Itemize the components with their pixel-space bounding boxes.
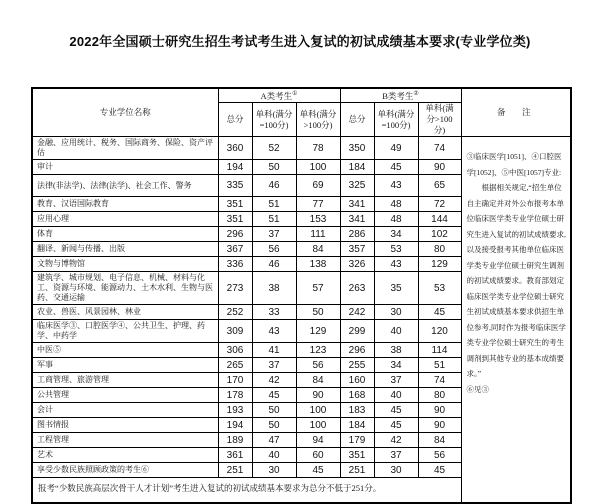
score-b-total-cell: 299: [340, 320, 374, 343]
score-a-single-100-cell: 56: [252, 242, 296, 257]
remark-cell: [461, 137, 571, 504]
score-a-single-100-cell: 51: [252, 197, 296, 212]
degree-name-cell: 会计: [32, 403, 218, 418]
score-b-single-100-cell: 53: [374, 242, 418, 257]
degree-name-cell: 体育: [32, 227, 218, 242]
score-b-single-100-cell: 34: [374, 358, 418, 373]
column-header-a-single-gt100: 单科(满分>100分): [296, 103, 340, 137]
score-a-single-gt100-cell: 94: [296, 433, 340, 448]
score-b-total-cell: 341: [340, 212, 374, 227]
score-b-single-100-cell: 43: [374, 257, 418, 272]
score-b-total-cell: 179: [340, 433, 374, 448]
table-body: [32, 137, 571, 504]
group-a-label: A类考生: [260, 90, 293, 101]
column-header-group-b: [340, 88, 461, 103]
score-a-single-100-cell: 37: [252, 358, 296, 373]
column-header-a-total: 总分: [218, 103, 252, 137]
score-b-single-100-cell: 30: [374, 463, 418, 478]
score-a-single-100-cell: 41: [252, 343, 296, 358]
score-a-single-100-cell: 51: [252, 212, 296, 227]
score-a-single-100-cell: 43: [252, 320, 296, 343]
degree-name-cell: 公共管理: [32, 388, 218, 403]
degree-name-cell: 应用心理: [32, 212, 218, 227]
score-b-single-gt100-cell: 90: [418, 403, 461, 418]
degree-name-cell: 享受少数民族照顾政策的考生⑥: [32, 463, 218, 478]
score-b-total-cell: 286: [340, 227, 374, 242]
score-a-single-100-cell: 40: [252, 448, 296, 463]
score-b-total-cell: 357: [340, 242, 374, 257]
degree-name-cell: 教育、汉语国际教育: [32, 197, 218, 212]
degree-name-cell: 临床医学③、口腔医学④、公共卫生、护理、药学、中药学: [32, 320, 218, 343]
score-b-single-gt100-cell: 74: [418, 373, 461, 388]
score-a-single-gt100-cell: 84: [296, 242, 340, 257]
group-b-label: B类考生: [382, 90, 414, 101]
score-b-single-gt100-cell: 80: [418, 242, 461, 257]
table-header: [32, 88, 571, 137]
minority-plan-footnote: 报考“少数民族高层次骨干人才计划”考生进入复试的初试成绩基本要求为总分不低于251分。: [32, 478, 461, 504]
score-b-total-cell: 184: [340, 160, 374, 175]
group-b-footnote-mark: ②: [413, 91, 419, 98]
degree-name-cell: 农业、兽医、风景园林、林业: [32, 305, 218, 320]
score-b-total-cell: 160: [340, 373, 374, 388]
score-a-single-100-cell: 42: [252, 373, 296, 388]
score-a-single-gt100-cell: 45: [296, 463, 340, 478]
degree-name-cell: 金融、应用统计、税务、国际商务、保险、资产评估: [32, 137, 218, 160]
score-b-single-gt100-cell: 56: [418, 448, 461, 463]
score-a-total-cell: 336: [218, 257, 252, 272]
score-a-total-cell: 351: [218, 197, 252, 212]
score-b-total-cell: 296: [340, 343, 374, 358]
score-b-total-cell: 325: [340, 175, 374, 197]
header-row-groups: [32, 88, 571, 103]
score-b-single-gt100-cell: 144: [418, 212, 461, 227]
column-header-b-single-100: 单科(满分=100分): [374, 103, 418, 137]
score-b-single-100-cell: 30: [374, 305, 418, 320]
score-b-single-100-cell: 48: [374, 212, 418, 227]
score-a-single-gt100-cell: 90: [296, 388, 340, 403]
score-b-single-gt100-cell: 84: [418, 433, 461, 448]
page-title: 2022年全国硕士研究生招生考试考生进入复试的初试成绩基本要求(专业学位类): [69, 34, 531, 49]
score-b-total-cell: 326: [340, 257, 374, 272]
score-a-total-cell: 360: [218, 137, 252, 160]
score-b-single-100-cell: 45: [374, 160, 418, 175]
score-b-single-gt100-cell: 72: [418, 197, 461, 212]
group-a-footnote-mark: ①: [292, 91, 298, 98]
score-a-total-cell: 189: [218, 433, 252, 448]
degree-name-cell: 文物与博物馆: [32, 257, 218, 272]
score-b-single-100-cell: 35: [374, 272, 418, 305]
degree-name-cell: 翻译、新闻与传播、出版: [32, 242, 218, 257]
score-a-single-gt100-cell: 129: [296, 320, 340, 343]
column-header-a-single-100: 单科(满分=100分): [252, 103, 296, 137]
score-a-single-100-cell: 33: [252, 305, 296, 320]
score-a-total-cell: 335: [218, 175, 252, 197]
degree-name-cell: 艺术: [32, 448, 218, 463]
score-a-total-cell: 194: [218, 418, 252, 433]
score-a-single-gt100-cell: 138: [296, 257, 340, 272]
score-b-single-100-cell: 40: [374, 320, 418, 343]
score-a-single-gt100-cell: 111: [296, 227, 340, 242]
degree-name-cell: 图书情报: [32, 418, 218, 433]
score-b-single-gt100-cell: 90: [418, 160, 461, 175]
score-b-single-100-cell: 40: [374, 388, 418, 403]
column-header-degree-name: 专业学位名称: [32, 88, 218, 137]
score-a-single-gt100-cell: 100: [296, 160, 340, 175]
score-a-single-gt100-cell: 69: [296, 175, 340, 197]
score-a-single-100-cell: 50: [252, 160, 296, 175]
score-a-total-cell: 265: [218, 358, 252, 373]
score-b-single-gt100-cell: 80: [418, 388, 461, 403]
score-a-single-gt100-cell: 78: [296, 137, 340, 160]
score-a-total-cell: 252: [218, 305, 252, 320]
score-a-single-gt100-cell: 56: [296, 358, 340, 373]
score-a-total-cell: 193: [218, 403, 252, 418]
score-b-single-gt100-cell: 102: [418, 227, 461, 242]
column-header-group-a: [218, 88, 340, 103]
score-b-single-100-cell: 34: [374, 227, 418, 242]
score-a-single-100-cell: 50: [252, 403, 296, 418]
score-b-single-100-cell: 45: [374, 403, 418, 418]
score-a-single-gt100-cell: 84: [296, 373, 340, 388]
score-b-single-gt100-cell: 65: [418, 175, 461, 197]
score-b-single-gt100-cell: 51: [418, 358, 461, 373]
score-b-single-100-cell: 49: [374, 137, 418, 160]
score-b-total-cell: 183: [340, 403, 374, 418]
score-b-single-100-cell: 37: [374, 448, 418, 463]
degree-name-cell: 工程管理: [32, 433, 218, 448]
score-b-total-cell: 350: [340, 137, 374, 160]
score-b-single-gt100-cell: 129: [418, 257, 461, 272]
score-a-single-gt100-cell: 100: [296, 403, 340, 418]
score-a-total-cell: 309: [218, 320, 252, 343]
score-b-total-cell: 168: [340, 388, 374, 403]
score-a-single-100-cell: 46: [252, 175, 296, 197]
score-b-single-gt100-cell: 74: [418, 137, 461, 160]
remark-note-heading: ③临床医学[1051]、④口腔医学[1052]、⑤中医[1057]专业:: [466, 152, 562, 177]
score-a-total-cell: 306: [218, 343, 252, 358]
score-b-total-cell: 255: [340, 358, 374, 373]
score-a-single-gt100-cell: 123: [296, 343, 340, 358]
degree-name-cell: 中医⑤: [32, 343, 218, 358]
score-a-total-cell: 296: [218, 227, 252, 242]
score-a-total-cell: 178: [218, 388, 252, 403]
score-a-total-cell: 351: [218, 212, 252, 227]
score-a-single-100-cell: 37: [252, 227, 296, 242]
score-b-total-cell: 251: [340, 463, 374, 478]
score-b-single-gt100-cell: 90: [418, 418, 461, 433]
score-b-single-gt100-cell: 114: [418, 343, 461, 358]
score-b-single-gt100-cell: 45: [418, 463, 461, 478]
column-header-b-total: 总分: [340, 103, 374, 137]
column-header-remark: 备 注: [461, 88, 571, 137]
degree-name-cell: 工商管理、旅游管理: [32, 373, 218, 388]
degree-name-cell: 法律(非法学)、法律(法学)、社会工作、警务: [32, 175, 218, 197]
score-b-total-cell: 242: [340, 305, 374, 320]
score-a-single-gt100-cell: 50: [296, 305, 340, 320]
score-a-total-cell: 367: [218, 242, 252, 257]
remark-note-reference: ⑥见③: [466, 384, 490, 394]
score-b-single-100-cell: 48: [374, 197, 418, 212]
score-b-total-cell: 341: [340, 197, 374, 212]
score-b-single-100-cell: 43: [374, 175, 418, 197]
score-a-single-gt100-cell: 57: [296, 272, 340, 305]
score-b-single-100-cell: 38: [374, 343, 418, 358]
score-a-single-100-cell: 46: [252, 257, 296, 272]
score-a-single-100-cell: 50: [252, 418, 296, 433]
degree-name-cell: 军事: [32, 358, 218, 373]
score-a-single-gt100-cell: 60: [296, 448, 340, 463]
degree-name-cell: 审计: [32, 160, 218, 175]
score-a-single-100-cell: 38: [252, 272, 296, 305]
score-a-total-cell: 361: [218, 448, 252, 463]
score-a-single-gt100-cell: 153: [296, 212, 340, 227]
score-a-single-gt100-cell: 77: [296, 197, 340, 212]
score-b-total-cell: 263: [340, 272, 374, 305]
degree-name-cell: 建筑学、城市规划、电子信息、机械、材料与化工、资源与环境、能源动力、土木水利、生物与医药、交通运输: [32, 272, 218, 305]
score-a-total-cell: 194: [218, 160, 252, 175]
column-header-b-single-gt100: 单科(满分>100分): [418, 103, 461, 137]
score-a-single-gt100-cell: 100: [296, 418, 340, 433]
score-a-single-100-cell: 30: [252, 463, 296, 478]
score-a-single-100-cell: 52: [252, 137, 296, 160]
score-a-total-cell: 251: [218, 463, 252, 478]
score-b-single-100-cell: 42: [374, 433, 418, 448]
score-a-total-cell: 170: [218, 373, 252, 388]
score-b-single-100-cell: 37: [374, 373, 418, 388]
table-row: [32, 137, 571, 160]
score-a-single-100-cell: 45: [252, 388, 296, 403]
score-b-total-cell: 351: [340, 448, 374, 463]
score-b-single-gt100-cell: 120: [418, 320, 461, 343]
score-b-single-gt100-cell: 45: [418, 305, 461, 320]
score-b-single-gt100-cell: 53: [418, 272, 461, 305]
score-a-single-100-cell: 47: [252, 433, 296, 448]
score-requirements-table: [31, 87, 572, 504]
remark-note-body: 根据相关规定,“招生单位自主确定并对外公布报考本单位临床医学类专业学位硕士研究生进入复试的初试成绩要求,以及接受报考其他单位临床医学类专业学位硕士研究生调剂的初试成绩要求。教育部划定临床医学类专业学位硕士研究生初试成绩基本要求供招生单位参考,同时作为报考临床医学类专业学位硕士研究生的考生调剂到其他专业的基本成绩要求。”: [466, 183, 566, 378]
score-a-total-cell: 273: [218, 272, 252, 305]
score-b-total-cell: 184: [340, 418, 374, 433]
score-b-single-100-cell: 45: [374, 418, 418, 433]
